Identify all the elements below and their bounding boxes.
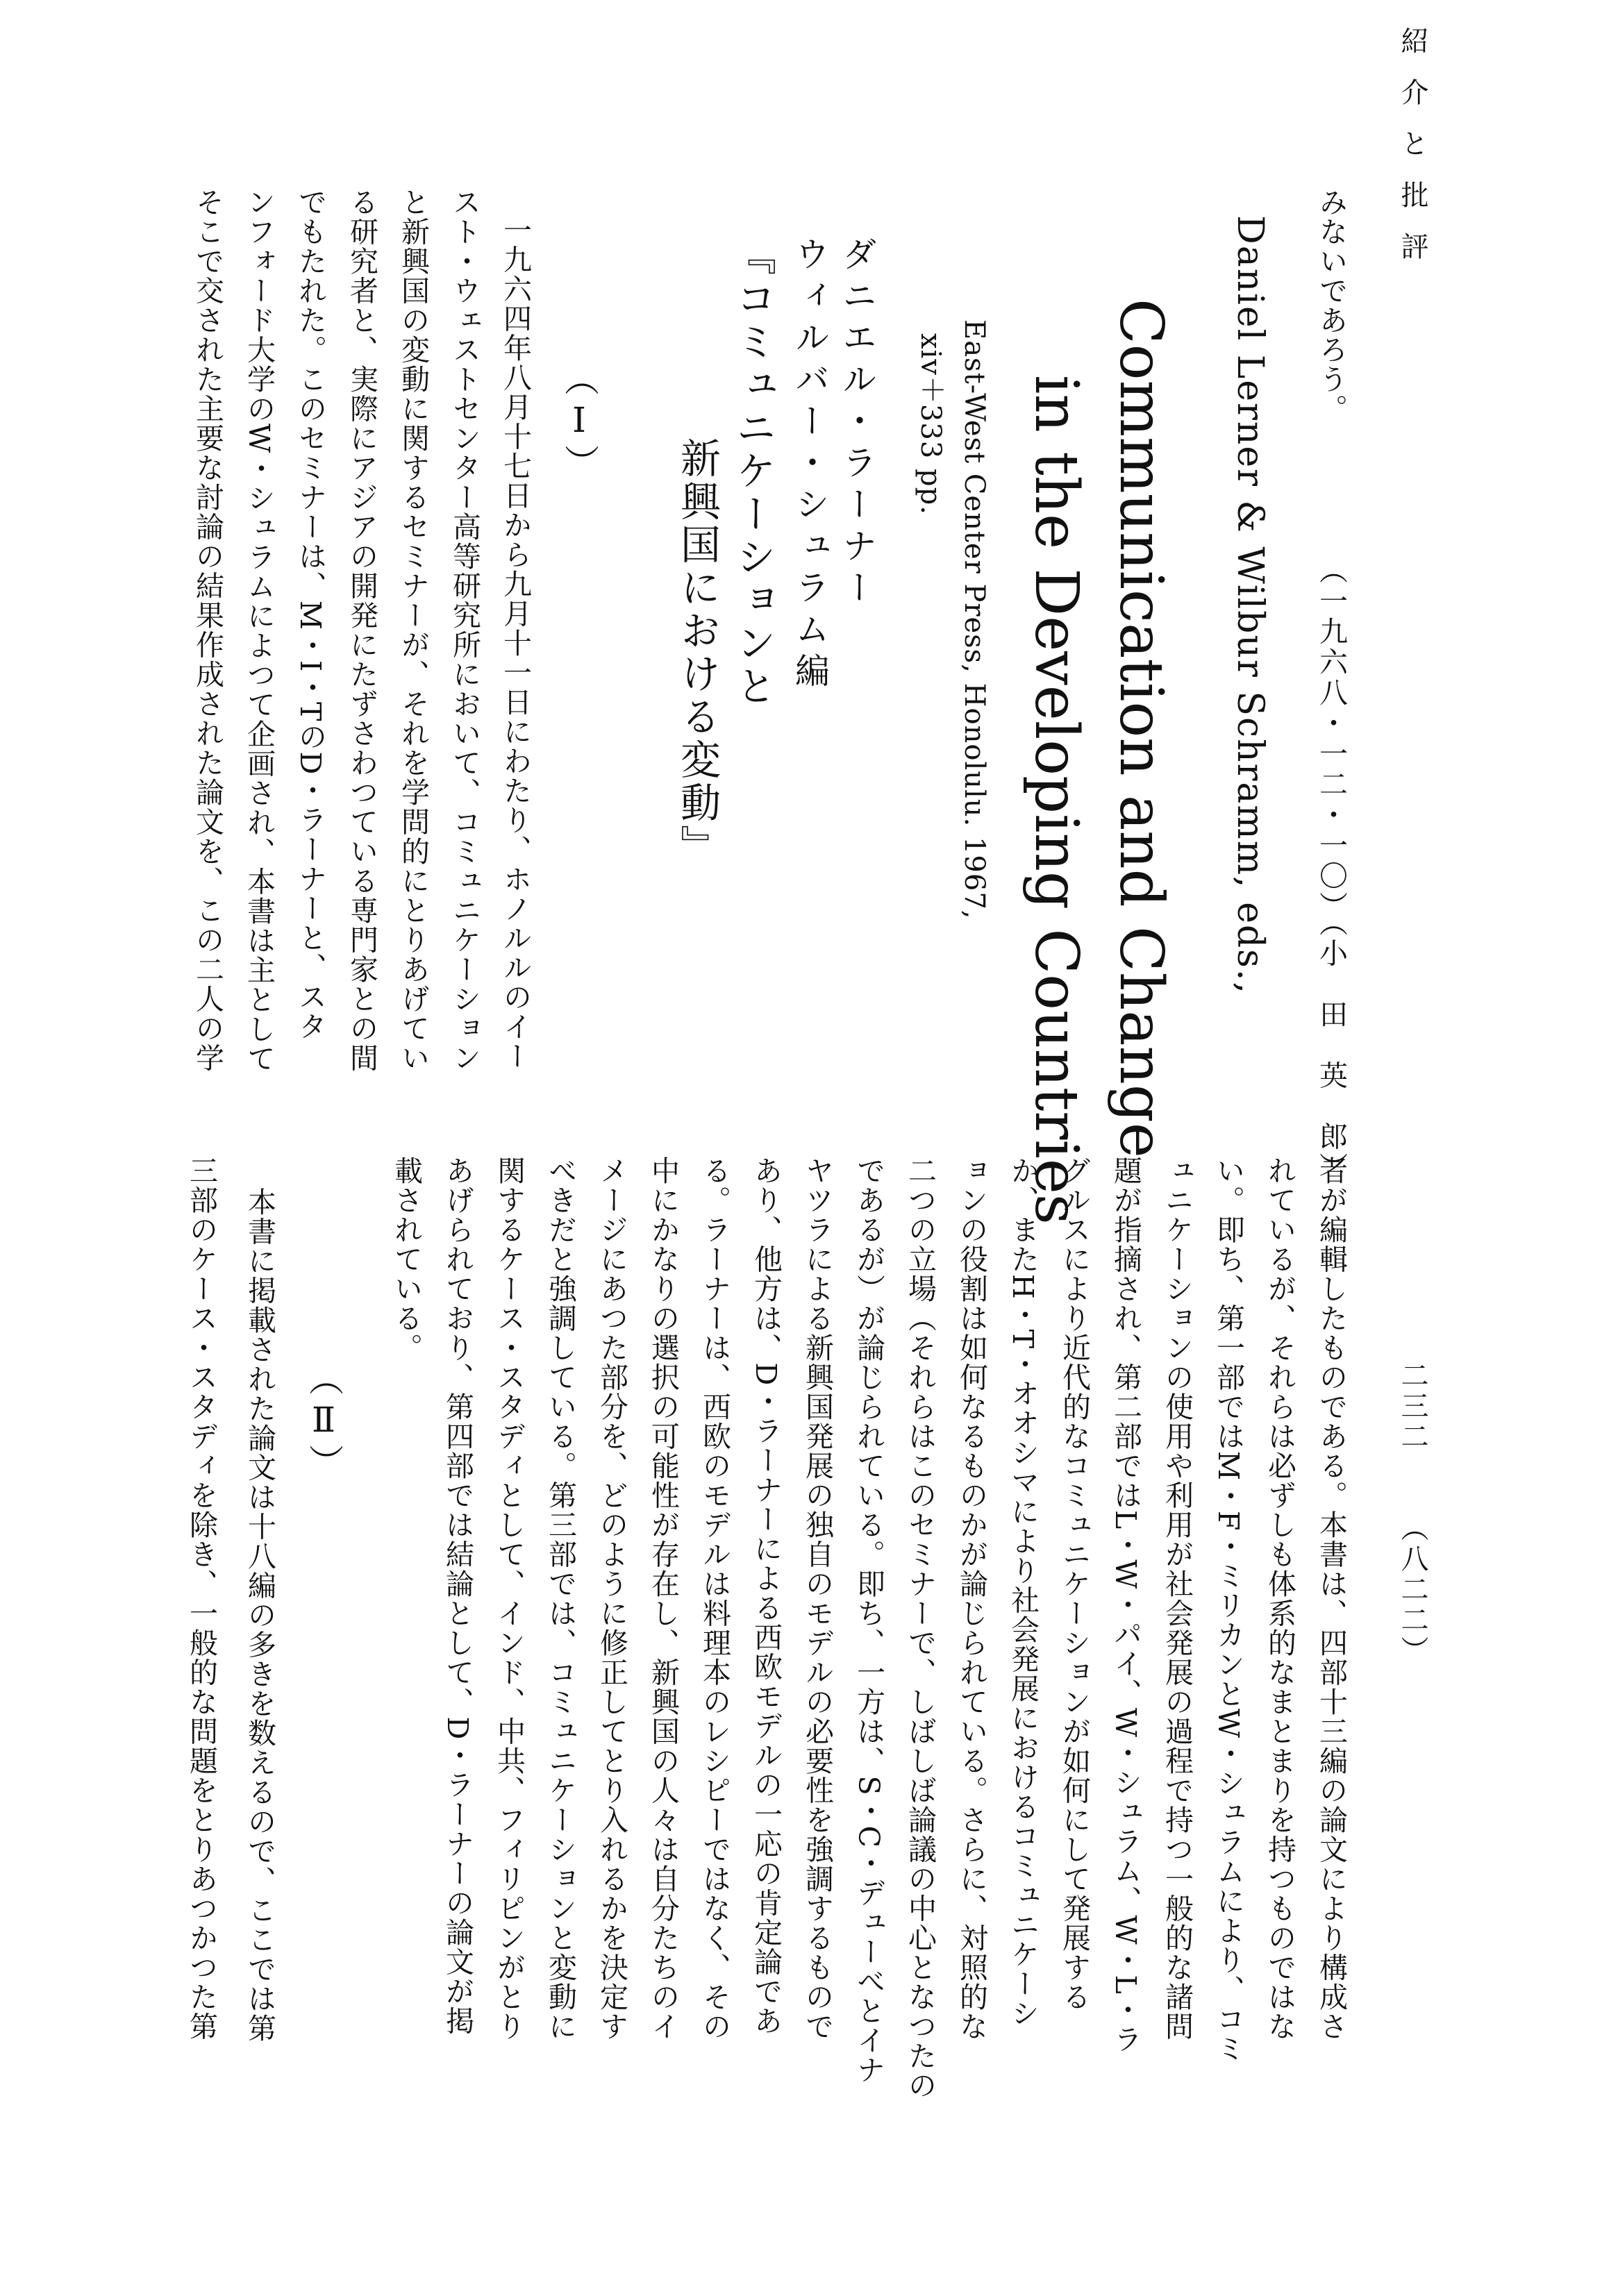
title-japanese-line1: 『コミュニケーションと bbox=[729, 235, 776, 708]
text-line: 関するケース・スタディとして、インド、中共、フィリピンがとり bbox=[492, 1156, 526, 2041]
text-line: あげられており、第四部では結論として、D・ラーナーの論文が掲 bbox=[441, 1156, 474, 2036]
text-line: ョンの役割は如何なるものかが論じられている。さらに、対照的な bbox=[955, 1156, 988, 2041]
text-line: 二つの立場（それらはこのセミナーで、しばしば論議の中心となつたの bbox=[903, 1156, 937, 2100]
pages-line: xiv＋333 pp. bbox=[915, 333, 946, 515]
authors-japanese-line1: ダニエル・ラーナー bbox=[837, 236, 877, 611]
authors-japanese-line2: ウィルバー・シュラム編 bbox=[790, 236, 830, 694]
page-number-kanji: 二三二 bbox=[1396, 1361, 1428, 1452]
text-line: そこで交された主要な討論の結果作成された論文を、この二人の学 bbox=[191, 187, 224, 1073]
text-line: ヤツラによる新興国発展の独自のモデルの必要性を強調するもので bbox=[801, 1156, 834, 2041]
text-line: 載されている。 bbox=[390, 1156, 423, 1363]
text-line: と新興国の変動に関するセミナーが、それを学問的にとりあげてい bbox=[397, 187, 430, 1073]
title-japanese-line2: 新興国における変動』 bbox=[674, 437, 721, 868]
publisher-line: East-West Center Press, Honolulu. 1967, bbox=[958, 319, 990, 920]
text-line: れているが、それらは必ずしも体系的なまとまりを持つものではな bbox=[1263, 1156, 1296, 2041]
text-line: べきだと強調している。第三部では、コミュニケーションと変動に bbox=[544, 1156, 577, 2041]
authors-english: Daniel Lerner & Wilbur Schramm, eds., bbox=[1229, 215, 1271, 995]
text-line: い。即ち、第一部ではM・F・ミリカンとW・シュラムにより、コミ bbox=[1212, 1156, 1245, 2064]
text-line: 三部のケース・スタディを除き、一般的な問題をとりあつかつた第 bbox=[185, 1156, 218, 2041]
text-line: メージにあつた部分を、どのように修正してとり入れるかを決定す bbox=[595, 1156, 628, 2041]
text-line: ュニケーションの使用や利用が社会発展の過程で持つ一般的な諸問 bbox=[1160, 1156, 1194, 2041]
text-line: 者が編輯したものである。本書は、四部十三編の論文により構成さ bbox=[1315, 1156, 1348, 2041]
text-line: グルスにより近代的なコミュニケーションが如何にして発展する bbox=[1058, 1156, 1091, 2012]
section-marker-2: （Ⅱ） bbox=[303, 1361, 344, 1483]
text-line: 本書に掲載された論文は十八編の多きを数えるので、ここでは第 bbox=[243, 1187, 276, 2043]
prev-article-date-author: （一九六八・一二・一〇）（小 田 英 郎） bbox=[1315, 555, 1348, 1183]
text-line: る。ラーナーは、西欧のモデルは料理本のレシピーではなく、その bbox=[698, 1156, 731, 2041]
text-line: 一九六四年八月十七日から九月十一日にわたり、ホノルルのイー bbox=[499, 215, 532, 1071]
text-line: る研究者と、実際にアジアの開発にたずさわつている専門家との間 bbox=[345, 187, 378, 1073]
text-line: スト・ウェストセンター高等研究所において、コミュニケーション bbox=[448, 187, 481, 1073]
text-line: か、またH・T・オオシマにより社会発展におけるコミュニケーシ bbox=[1006, 1156, 1040, 2029]
text-line: でもたれた。このセミナーは、M・I・TのD・ラーナーと、スタ bbox=[294, 187, 327, 1041]
text-line: 中にかなりの選択の可能性が存在し、新興国の人々は自分たちのイ bbox=[647, 1156, 680, 2041]
text-line: であるが）が論じられている。即ち、一方は、S・C・デューべとイナ bbox=[852, 1156, 885, 2085]
section-title-header: 紹介と批評 bbox=[1396, 26, 1428, 283]
title-english-line1: Communication and Change bbox=[1106, 299, 1176, 1158]
text-line: あり、他方は、D・ラーナーによる西欧モデルの一応の肯定論であ bbox=[749, 1156, 783, 2036]
text-line: 題が指摘され、第二部ではL・W・パイ、W・シュラム、W・L・ラ bbox=[1109, 1156, 1142, 2054]
title-english-line2: in the Developing Countries bbox=[1021, 375, 1091, 1225]
prev-article-closing: みないであろう。 bbox=[1315, 187, 1348, 424]
section-marker-1: （Ⅰ） bbox=[559, 361, 599, 483]
page-number-alt: （八二二） bbox=[1396, 1514, 1428, 1666]
text-line: ンフォード大学のW・シュラムによつて企画され、本書は主として bbox=[242, 187, 276, 1074]
